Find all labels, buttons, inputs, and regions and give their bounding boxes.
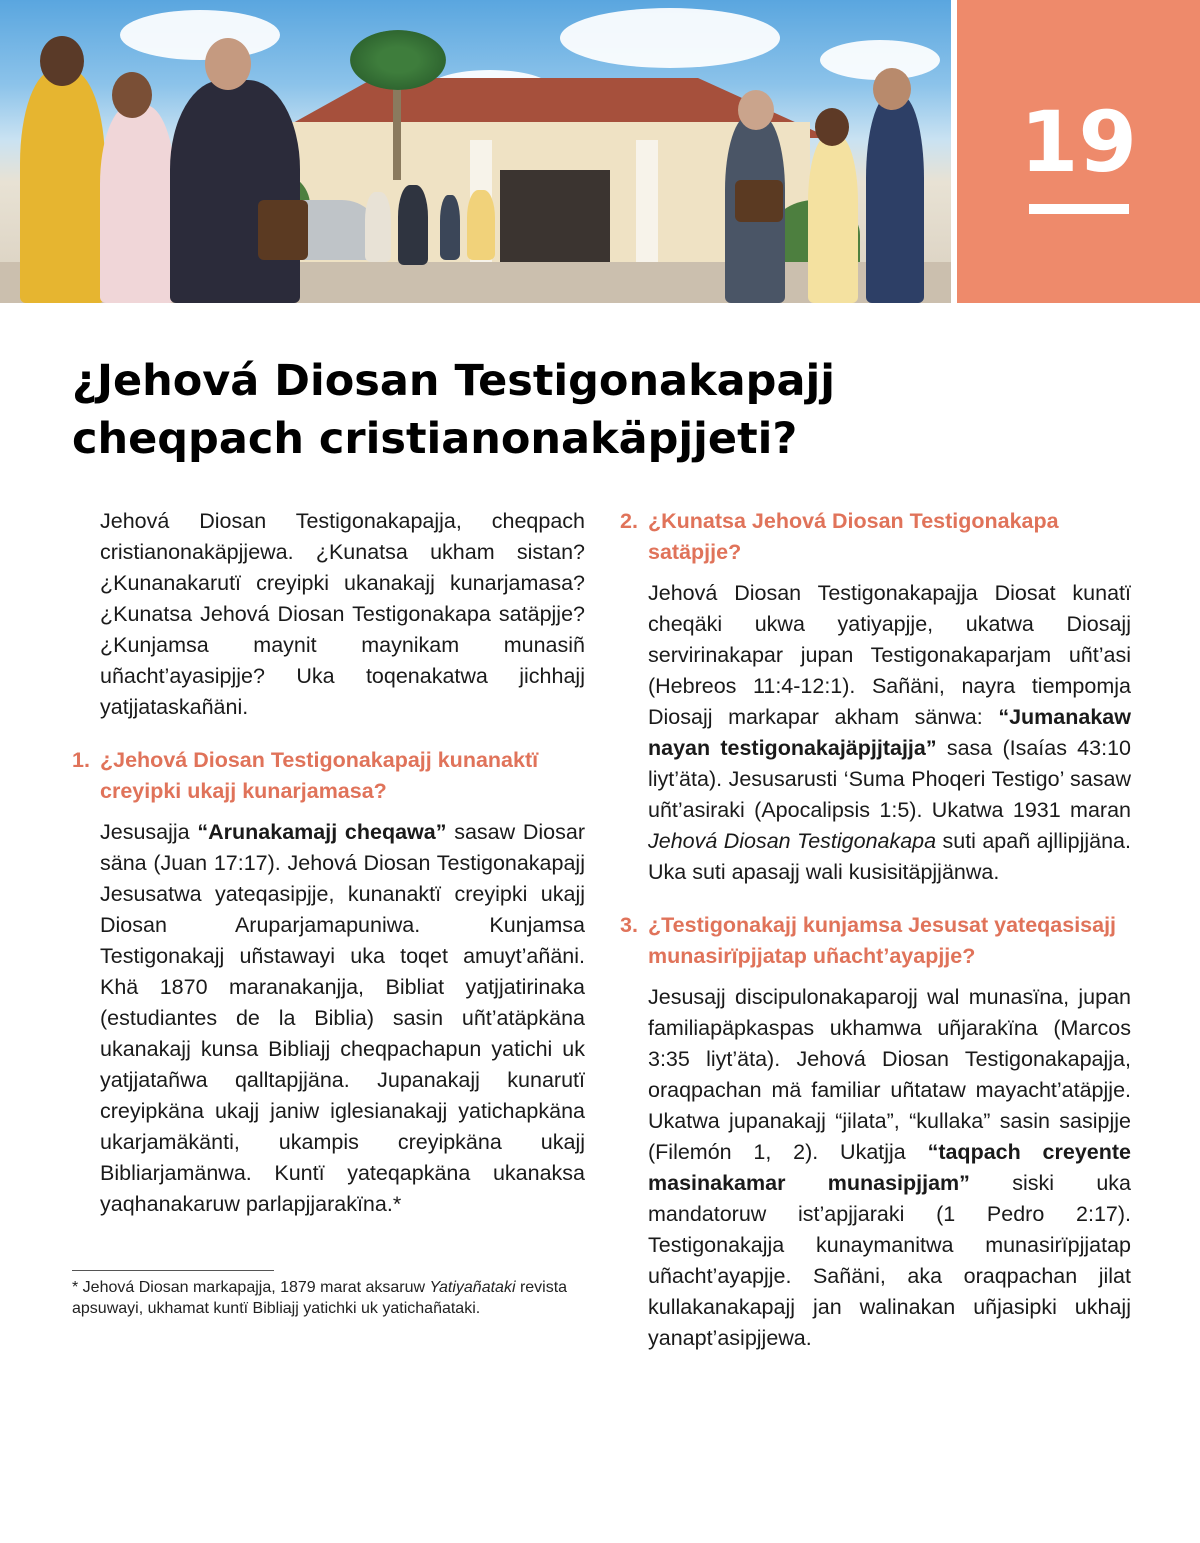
answer-2-text-c: suti apañ ajllipjjäna. Uka suti apasajj wali kusisitäpjjänwa. bbox=[648, 829, 1131, 884]
answer-2-name: Jehová Diosan Testigonakapa bbox=[648, 829, 937, 853]
question-2 bbox=[620, 506, 1131, 568]
footnote-magazine-title: Yatiyañataki bbox=[429, 1279, 516, 1296]
question-1-text: ¿Jehová Diosan Testigonakapajj kunanaktï creyipki ukajj kunarjamasa? bbox=[100, 748, 539, 803]
page-title-line1: ¿Jehová Diosan Testigonakapajj bbox=[72, 356, 835, 406]
footnote-text-b: revista apsuwayi, ukhamat kuntï Bibliajj yatichki uk yatichañataki. bbox=[72, 1279, 568, 1317]
lesson-number-underline bbox=[1029, 204, 1129, 214]
left-column bbox=[72, 506, 585, 1220]
answer-2 bbox=[620, 578, 1131, 888]
page-title-line2: cheqpach cristianonakäpjjeti? bbox=[72, 414, 798, 464]
answer-1-quote: “Arunakamajj cheqawa” bbox=[197, 820, 447, 844]
footnote bbox=[72, 1277, 582, 1319]
question-3-text: ¿Testigonakajj kunjamsa Jesusat yateqasisajj munasirïpjjatap uñacht’ayapjje? bbox=[648, 913, 1117, 968]
answer-3-text-a: Jesusajj discipulonakaparojj wal munasïna, jupan familiapäpkaspas ukhamwa uñjarakïna (Marcos 3:35 liyt’äta). Jehová Diosan Testigonakapajja, oraqpachan mä familiar uñtataw mayacht’atäpjje. Ukatwa jupanakajj “jilata”, “kullaka” sasin sasipjje (Filemón 1, 2). Ukatjja bbox=[648, 985, 1131, 1164]
lesson-number-box bbox=[957, 0, 1200, 303]
footnote-text-a: * Jehová Diosan markapajja, 1879 marat aksaruw bbox=[72, 1279, 430, 1296]
answer-1 bbox=[72, 817, 585, 1220]
answer-1-text-a: Jesusajja bbox=[100, 820, 198, 844]
answer-3-text-b: siski uka mandatoruw ist’apjjaraki (1 Pedro 2:17). Testigonakajja kunaymanitwa munasirïpjjatap uñacht’ayapjje. Sañäni, aka oraqpachan jilat kullakanakapajj jan walinakan uñjasipki ukhajj yanapt’asipjjewa. bbox=[648, 1171, 1131, 1350]
answer-2-text-b: sasa (Isaías 43:10 liyt’äta). Jesusarusti ‘Suma Phoqeri Testigo’ sasaw uñt’asiraki (Apocalipsis 1:5). Ukatwa 1931 maran bbox=[648, 736, 1131, 822]
footnote-divider bbox=[72, 1270, 274, 1271]
question-1-number: 1. bbox=[72, 748, 90, 772]
question-3-number: 3. bbox=[620, 913, 638, 937]
answer-2-text-a: Jehová Diosan Testigonakapajja Diosat kunatï cheqäki ukwa yatiyapjje, ukatwa Diosajj servirinakapar jupan Testigonakaparjam uñt’asi (Hebreos 11:4-12:1). Sañäni, nayra tiempomja Diosajj markapar akham sänwa: bbox=[648, 581, 1131, 729]
header-photo bbox=[0, 0, 951, 303]
intro-paragraph: Jehová Diosan Testigonakapajja, cheqpach cristianonakäpjjewa. ¿Kunatsa ukham sistan? ¿Kunanakarutï creyipki ukanakajj kunarjamasa? ¿Kunatsa Jehová Diosan Testigonakapa satäpjje? ¿Kunjamsa maynit maynikam munasiñ uñacht’ayasipjje? Uka toqenakatwa jichhajj yatjjataskañäni. bbox=[100, 509, 585, 719]
lesson-number: 19 bbox=[1020, 93, 1137, 191]
question-2-number: 2. bbox=[620, 509, 638, 533]
question-2-text: ¿Kunatsa Jehová Diosan Testigonakapa satäpjje? bbox=[648, 509, 1059, 564]
right-column bbox=[620, 506, 1131, 1354]
answer-3 bbox=[620, 982, 1131, 1354]
answer-2-quote: “Jumanakaw nayan testigonakajäpjjtajja” bbox=[648, 705, 1131, 760]
answer-1-text-b: sasaw Diosar säna (Juan 17:17). Jehová Diosan Testigonakapajj Jesusatwa yateqasipjje, kunanaktï creyipki ukajj Diosan Aruparjamapuniwa. Kunjamsa Testigonakajj uñstawayi uka toqet amuyt’añäni. Khä 1870 maranakanjja, Bibliat yatjjatirinaka (estudiantes de la Biblia) sasin uñt’atäpkäna ukanakajj kunsa Bibliajj cheqpachapun yatichi uk yatjjatañwa qalltapjjäna. Jupanakajj kunarutï creyipkäna ukajj janiw iglesianakajj yatichapkäna ukarjamäkänti, ukampis creyipkäna ukajj Bibliarjamänwa. Kuntï yateqapkäna ukanaksa yaqhanakaruw parlapjjarakïna.* bbox=[100, 820, 586, 1216]
question-3 bbox=[620, 910, 1131, 972]
page-title bbox=[72, 352, 1132, 468]
question-1 bbox=[72, 745, 585, 807]
answer-3-quote: “taqpach creyente masinakamar munasipjjam” bbox=[648, 1140, 1131, 1195]
